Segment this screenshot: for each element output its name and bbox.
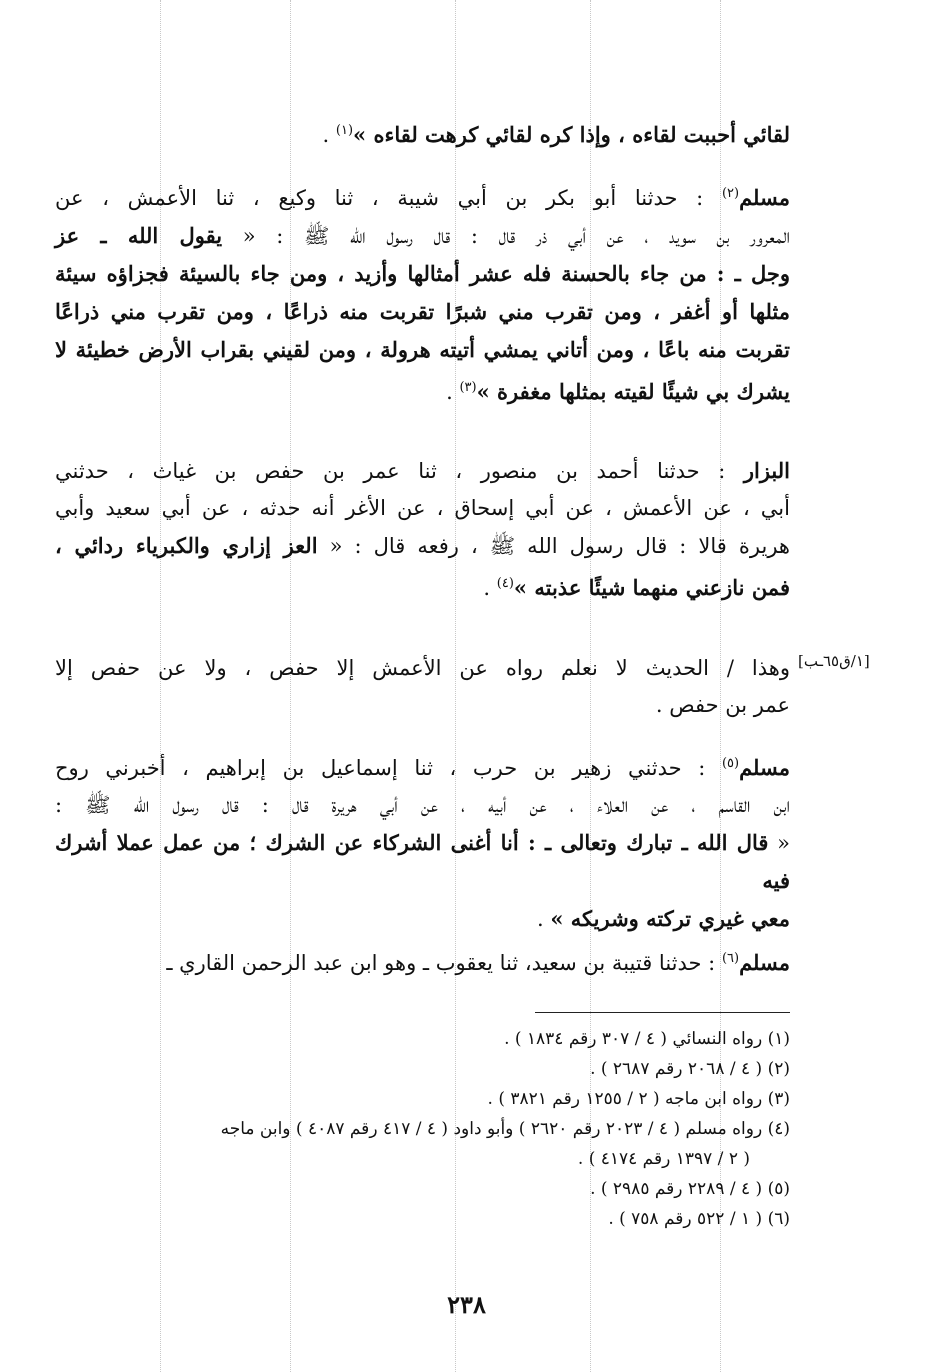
footnote-ref: (٥) xyxy=(721,756,740,771)
text-line xyxy=(55,687,790,724)
narration-text: : حدثنا أحمد بن منصور ، ثنا عمر بن حفص بن غياث ، حدثني xyxy=(55,459,744,483)
footnote-ref: (٤) xyxy=(496,576,514,591)
paragraph-3 xyxy=(55,452,790,607)
narration-text: هريرة قالا : قال رسول الله ﷺ ، رفعه قال : « xyxy=(317,534,790,558)
text-line xyxy=(55,175,790,217)
narration-text: ابن القاسم ، عن العلاء ، عن أبيه ، عن أبي هريرة قال : قال رسول الله ﷺ : xyxy=(55,793,790,817)
narration-text: . xyxy=(322,123,336,147)
hadith-text: وجل ـ : من جاء بالحسنة فله عشر أمثالها وأزيد ، ومن جاء بالسيئة فجزاؤه سيئة xyxy=(55,261,790,286)
footnote-text: (٥) ( ٤ / ٢٢٨٩ رقم ٢٩٨٥ ) . xyxy=(590,1179,790,1199)
text-line xyxy=(55,940,790,982)
narration-text: : حدثنا أبو بكر بن أبي شيبة ، ثنا وكيع ، ثنا الأعمش ، عن xyxy=(55,186,722,210)
hadith-text: يقول الله ـ عز xyxy=(55,223,223,248)
narration-text: : حدثنا قتيبة بن سعيد، ثنا يعقوب ـ وهو ابن عبد الرحمن القاري ـ xyxy=(166,951,722,975)
narration-text: « xyxy=(768,831,790,855)
narration-text: . xyxy=(446,380,460,404)
narration-text: أبي ، عن الأعمش ، عن أبي إسحاق ، عن الأغر أنه حدثه ، عن أبي سعيد وأبي xyxy=(55,496,790,520)
hadith-text: مسلم xyxy=(739,185,790,210)
page-number: ٢٣٨ xyxy=(447,1290,486,1319)
hadith-text: قال الله ـ تبارك وتعالى ـ : أنا أغنى الشركاء عن الشرك ؛ من عمل عملا أشرك فيه xyxy=(55,830,790,893)
paragraph-5 xyxy=(55,745,790,938)
text-line xyxy=(55,331,790,369)
narration-text: وهذا / الحديث لا نعلم رواه عن الأعمش إلا حفص ، ولا عن حفص إلا xyxy=(55,656,790,680)
footnote-ref: (٢) xyxy=(721,186,740,201)
paragraph-2 xyxy=(55,175,790,411)
hadith-text: تقربت منه باعًا ، ومن أتاني يمشي أتيته هرولة ، ومن لقيني بقراب الأرض خطيئة لا xyxy=(55,337,790,362)
hadith-text: معي غيري تركته وشريكه » xyxy=(550,906,790,931)
footnote-text: (٦) ( ١ / ٥٢٢ رقم ٧٥٨ ) . xyxy=(608,1209,790,1229)
hadith-text: يشرك بي شيئًا لقيته بمثلها مغفرة » xyxy=(476,379,790,404)
footnote-line xyxy=(55,1114,790,1144)
hadith-text: البزار xyxy=(743,458,790,483)
hadith-text: مثلها أو أغفر ، ومن تقرب مني شبرًا تقربت منه ذراعًا ، ومن تقرب مني ذراعًا xyxy=(55,299,790,324)
paragraph-6 xyxy=(55,940,790,982)
footnote-line xyxy=(55,1024,790,1054)
footnote-ref: (٦) xyxy=(721,951,740,966)
footnote-ref: (٣) xyxy=(459,380,477,395)
footnote-text: (١) رواه النسائي ( ٤ / ٣٠٧ رقم ١٨٣٤ ) . xyxy=(504,1029,790,1049)
hadith-text: العز إزاري والكبرياء ردائي ، xyxy=(55,533,318,558)
footnote-text: (٤) رواه مسلم ( ٤ / ٢٠٢٣ رقم ٢٦٢٠ ) وأبو داود ( ٤ / ٤١٧ رقم ٤٠٨٧ ) وابن ماجه xyxy=(220,1119,790,1139)
narration-text: المعرور بن سويد ، عن أبي ذر قال : قال رسول الله ﷺ : « xyxy=(222,224,790,248)
text-line xyxy=(55,452,790,490)
text-line xyxy=(55,369,790,411)
narration-text: : حدثني زهير بن حرب ، ثنا إسماعيل بن إبراهيم ، أخبرني روح xyxy=(55,756,722,780)
hadith-text: مسلم xyxy=(739,950,790,975)
text-line xyxy=(55,112,790,154)
narration-text: . xyxy=(483,576,497,600)
footnote-line xyxy=(55,1174,790,1204)
manuscript-margin-note: [١/ق٦٥ـب] xyxy=(798,652,870,670)
hadith-text: فمن نازعني منهما شيئًا عذبته » xyxy=(513,575,790,600)
text-line xyxy=(55,217,790,255)
text-line xyxy=(55,745,790,787)
footnote-text: ( ٢ / ١٣٩٧ رقم ٤١٧٤ ) . xyxy=(577,1149,750,1169)
footnote-line xyxy=(55,1054,790,1084)
hadith-text: لقائي أحببت لقاءه ، وإذا كره لقائي كرهت لقاءه » xyxy=(353,122,790,147)
text-line xyxy=(55,293,790,331)
footnote-separator xyxy=(535,1012,790,1013)
footnotes xyxy=(55,1024,790,1234)
footnote-line xyxy=(55,1204,790,1234)
footnote-text: (٢) ( ٤ / ٢٠٦٨ رقم ٢٦٨٧ ) . xyxy=(590,1059,790,1079)
text-line xyxy=(55,650,790,687)
text-line xyxy=(55,527,790,565)
footnote-line xyxy=(55,1144,790,1174)
footnote-text: (٣) رواه ابن ماجه ( ٢ / ١٢٥٥ رقم ٣٨٢١ ) . xyxy=(487,1089,790,1109)
narration-text: . xyxy=(536,907,551,931)
text-line xyxy=(55,490,790,527)
text-line xyxy=(55,824,790,900)
text-line xyxy=(55,787,790,824)
hadith-text: مسلم xyxy=(739,755,790,780)
text-line xyxy=(55,565,790,607)
text-line xyxy=(55,255,790,293)
footnote-line xyxy=(55,1084,790,1114)
paragraph-4 xyxy=(55,650,790,724)
paragraph-1 xyxy=(55,112,790,154)
footnote-ref: (١) xyxy=(335,123,354,138)
narration-text: عمر بن حفص . xyxy=(655,693,790,717)
text-line xyxy=(55,900,790,938)
